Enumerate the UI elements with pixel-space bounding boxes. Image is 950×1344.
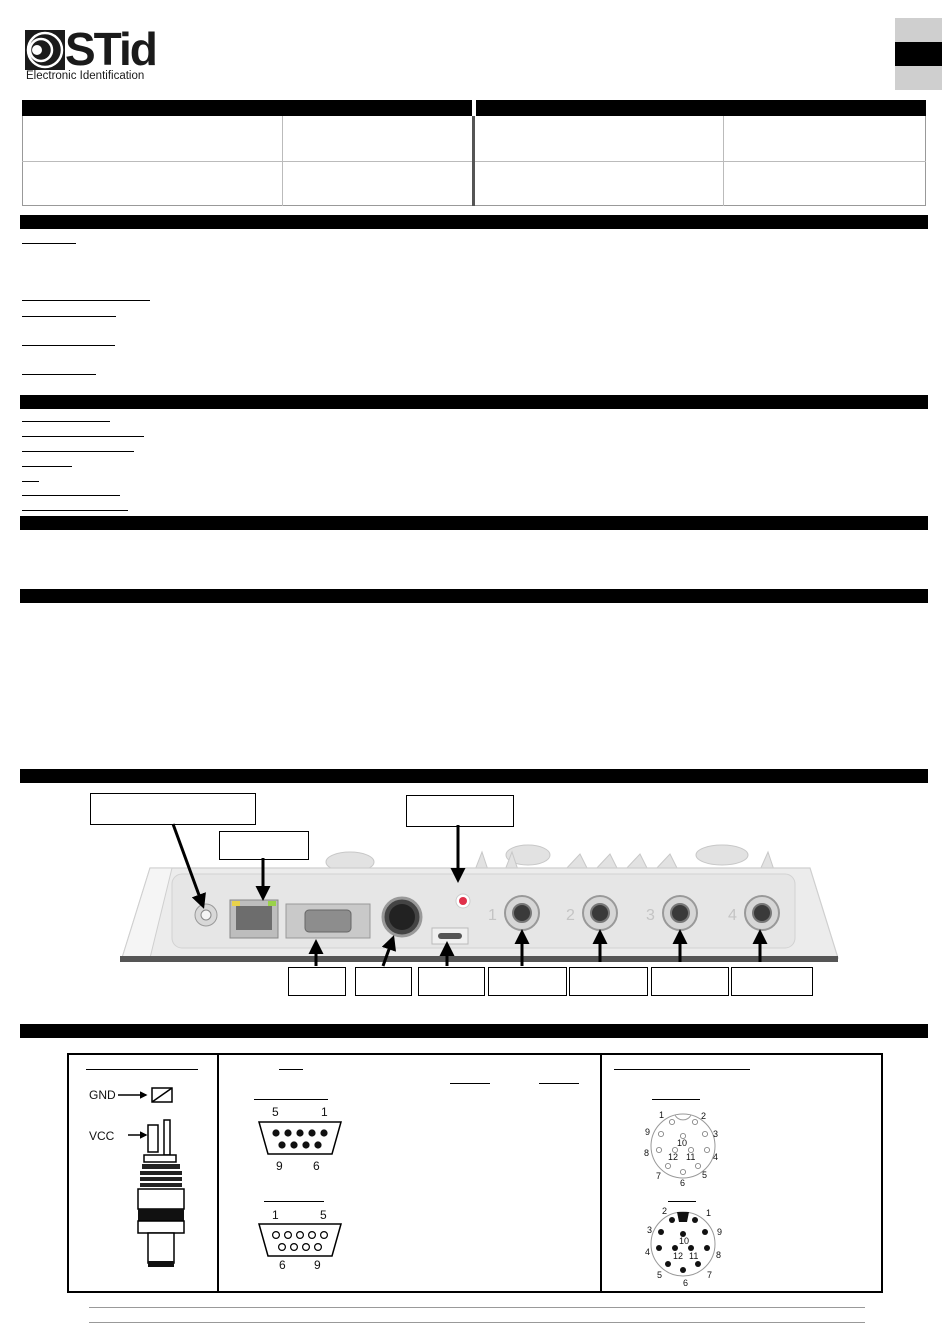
callout-box <box>569 967 648 996</box>
underline <box>22 495 120 496</box>
antenna-port-number: 1 <box>488 907 497 924</box>
footer-rule <box>89 1307 865 1308</box>
antenna-port-number: 3 <box>646 907 655 924</box>
pin-number: 3 <box>647 1225 653 1235</box>
section-bar-5 <box>20 769 928 783</box>
pin-number: 11 <box>689 1251 699 1261</box>
underline <box>22 374 96 375</box>
pin-number: 2 <box>701 1111 707 1121</box>
underline <box>22 481 39 482</box>
db9-male-connector <box>256 1119 346 1159</box>
pin-number: 10 <box>679 1236 690 1246</box>
pin-number: 5 <box>657 1270 663 1280</box>
footer-rule <box>89 1322 865 1323</box>
pin-number: 12 <box>668 1152 679 1162</box>
pin-number: 7 <box>707 1270 713 1280</box>
pin-number: 6 <box>279 1258 286 1272</box>
logo-brand: STid <box>65 23 156 75</box>
logo-circle-icon <box>25 30 65 70</box>
callout-box <box>651 967 729 996</box>
pin-number: 10 <box>677 1138 688 1148</box>
pin-number: 7 <box>656 1171 662 1181</box>
callout-box <box>355 967 412 996</box>
underline <box>22 466 72 467</box>
section-bar-4 <box>20 589 928 603</box>
pin-number: 9 <box>314 1258 321 1272</box>
section-bar-1 <box>20 215 928 229</box>
pin-number: 12 <box>673 1251 684 1261</box>
reference-table-header-left <box>22 100 472 116</box>
underline <box>652 1099 700 1100</box>
pin-number: 2 <box>662 1206 668 1216</box>
corner-tab-active <box>895 42 942 66</box>
db9-female-connector <box>256 1221 346 1261</box>
callout-box <box>288 967 346 996</box>
underline <box>22 345 115 346</box>
underline <box>264 1201 324 1202</box>
callout-box <box>488 967 567 996</box>
pin-number: 5 <box>702 1170 708 1180</box>
logo-tagline: Electronic Identification <box>26 70 145 82</box>
pin-number: 1 <box>659 1110 665 1120</box>
underline <box>22 243 76 244</box>
underline <box>450 1083 490 1084</box>
underline <box>539 1083 579 1084</box>
reference-table <box>22 100 926 206</box>
pin-number: 4 <box>645 1247 651 1257</box>
pin-number: 3 <box>713 1129 719 1139</box>
underline <box>86 1069 198 1070</box>
corner-tab-bottom <box>895 66 942 90</box>
section-bar-6 <box>20 1024 928 1038</box>
section-bar-2 <box>20 395 928 409</box>
antenna-port-number: 4 <box>728 907 737 924</box>
pin-number: 9 <box>645 1127 651 1137</box>
pin-number: 1 <box>321 1105 328 1119</box>
pin-number: 11 <box>686 1152 696 1162</box>
pin-number: 8 <box>716 1250 722 1260</box>
callout-box <box>418 967 485 996</box>
underline <box>22 436 144 437</box>
antenna-port-number: 2 <box>566 907 575 924</box>
pin-number: 6 <box>683 1278 689 1288</box>
pin-number: 5 <box>320 1208 327 1222</box>
pin-number: 5 <box>272 1105 279 1119</box>
pin-number: 9 <box>717 1227 723 1237</box>
callout-box <box>731 967 813 996</box>
reference-table-header-right <box>476 100 926 116</box>
circular-connector-socket <box>638 1104 728 1190</box>
underline <box>22 316 116 317</box>
underline <box>254 1099 328 1100</box>
underline <box>22 451 134 452</box>
underline <box>22 300 150 301</box>
underline <box>22 421 110 422</box>
underline <box>279 1069 303 1070</box>
circular-connector-plug <box>638 1202 728 1290</box>
gnd-label: GND <box>89 1088 116 1102</box>
callout-arrows <box>0 820 950 970</box>
logo <box>25 23 156 84</box>
underline <box>614 1069 750 1070</box>
section-bar-3 <box>20 516 928 530</box>
pin-number: 1 <box>706 1208 712 1218</box>
pin-number: 8 <box>644 1148 650 1158</box>
pin-number: 9 <box>276 1159 283 1173</box>
pin-number: 6 <box>313 1159 320 1173</box>
power-jack-drawing <box>110 1080 210 1270</box>
pin-number: 4 <box>713 1152 719 1162</box>
corner-tab-top <box>895 18 942 42</box>
pin-number: 6 <box>680 1178 686 1188</box>
vcc-label: VCC <box>89 1129 115 1143</box>
pin-number: 1 <box>272 1208 279 1222</box>
underline <box>22 510 128 511</box>
